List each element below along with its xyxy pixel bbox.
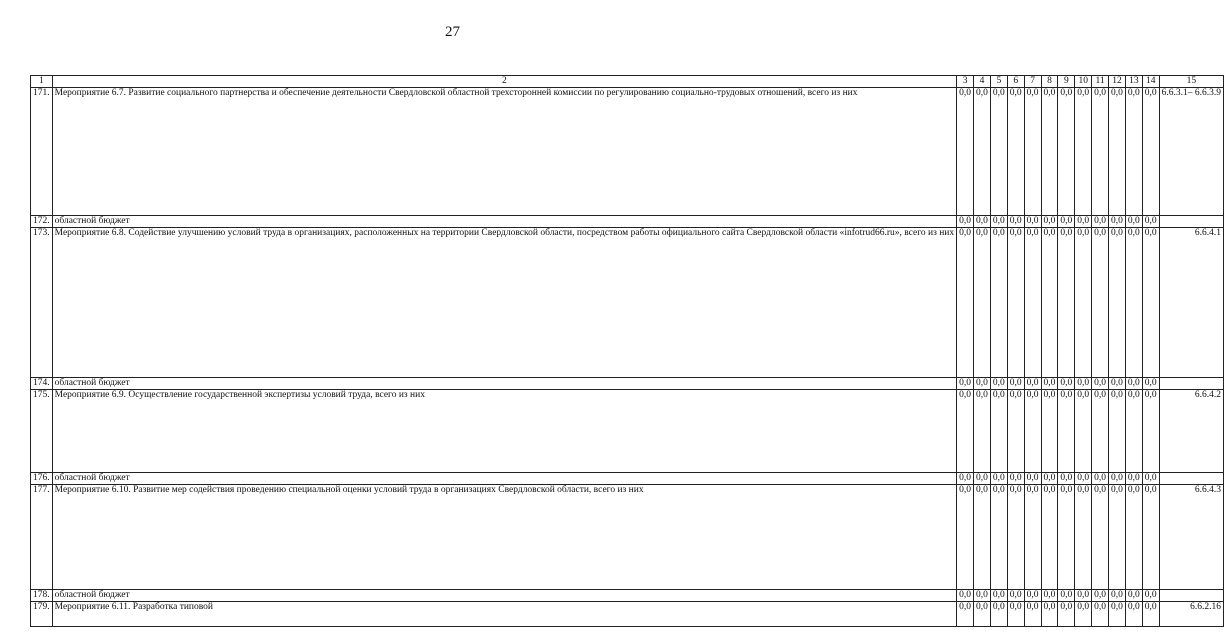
value-cell: 0,0 [1024, 602, 1041, 627]
target-code: 6.6.2.16 [1159, 602, 1223, 627]
value-cell: 0,0 [957, 378, 974, 390]
budget-row [31, 378, 1224, 390]
value-cell: 0,0 [1125, 473, 1142, 485]
value-cell: 0,0 [1058, 390, 1075, 473]
column-header: 14 [1142, 76, 1159, 88]
column-header: 1 [31, 76, 53, 88]
row-number: 176. [31, 473, 53, 485]
value-cell: 0,0 [957, 590, 974, 602]
row-number: 172. [31, 216, 53, 228]
column-header: 9 [1058, 76, 1075, 88]
row-description: Мероприятие 6.8. Содействие улучшению условий труда в организациях, расположенных на территории Свердловской области, посредством работы официального сайта Свердловской области «infotrud66.ru», всего из них [52, 228, 957, 378]
measure-row [31, 485, 1224, 590]
target-code [1159, 473, 1223, 485]
value-cell: 0,0 [957, 228, 974, 378]
value-cell: 0,0 [990, 88, 1007, 216]
value-cell: 0,0 [1007, 485, 1024, 590]
row-description: Мероприятие 6.11. Разработка типовой [52, 602, 957, 627]
value-cell: 0,0 [1007, 228, 1024, 378]
row-description: областной бюджет [52, 378, 957, 390]
row-description: областной бюджет [52, 216, 957, 228]
value-cell: 0,0 [1125, 590, 1142, 602]
value-cell: 0,0 [990, 378, 1007, 390]
value-cell: 0,0 [1109, 88, 1126, 216]
budget-row [31, 216, 1224, 228]
value-cell: 0,0 [1142, 390, 1159, 473]
value-cell: 0,0 [957, 390, 974, 473]
row-number: 177. [31, 485, 53, 590]
value-cell: 0,0 [974, 216, 991, 228]
value-cell: 0,0 [974, 378, 991, 390]
column-header: 8 [1041, 76, 1058, 88]
value-cell: 0,0 [1058, 485, 1075, 590]
column-header: 3 [957, 76, 974, 88]
column-header: 15 [1159, 76, 1223, 88]
column-header: 10 [1075, 76, 1092, 88]
measure-row [31, 88, 1224, 216]
value-cell: 0,0 [1041, 602, 1058, 627]
value-cell: 0,0 [1041, 390, 1058, 473]
value-cell: 0,0 [1109, 228, 1126, 378]
target-code: 6.6.4.3 [1159, 485, 1223, 590]
value-cell: 0,0 [1041, 485, 1058, 590]
value-cell: 0,0 [1125, 216, 1142, 228]
row-number: 173. [31, 228, 53, 378]
row-number: 178. [31, 590, 53, 602]
value-cell: 0,0 [974, 88, 991, 216]
row-description: Мероприятие 6.9. Осуществление государственной экспертизы условий труда, всего из них [52, 390, 957, 473]
value-cell: 0,0 [974, 473, 991, 485]
value-cell: 0,0 [1058, 602, 1075, 627]
value-cell: 0,0 [1125, 390, 1142, 473]
row-number: 175. [31, 390, 53, 473]
value-cell: 0,0 [1109, 378, 1126, 390]
value-cell: 0,0 [1142, 590, 1159, 602]
column-header: 12 [1109, 76, 1126, 88]
value-cell: 0,0 [1092, 228, 1109, 378]
measure-row [31, 602, 1224, 627]
value-cell: 0,0 [1142, 216, 1159, 228]
column-number-row [31, 76, 1224, 88]
value-cell: 0,0 [974, 485, 991, 590]
page-number: 27 [445, 24, 460, 40]
value-cell: 0,0 [1041, 473, 1058, 485]
value-cell: 0,0 [990, 473, 1007, 485]
value-cell: 0,0 [1075, 602, 1092, 627]
value-cell: 0,0 [990, 228, 1007, 378]
column-header: 11 [1092, 76, 1109, 88]
value-cell: 0,0 [1125, 602, 1142, 627]
value-cell: 0,0 [1125, 378, 1142, 390]
value-cell: 0,0 [1058, 473, 1075, 485]
table-body [31, 76, 1224, 627]
value-cell: 0,0 [1007, 390, 1024, 473]
value-cell: 0,0 [1075, 590, 1092, 602]
value-cell: 0,0 [1092, 88, 1109, 216]
value-cell: 0,0 [1075, 228, 1092, 378]
target-code: 6.6.4.2 [1159, 390, 1223, 473]
value-cell: 0,0 [957, 216, 974, 228]
value-cell: 0,0 [1075, 88, 1092, 216]
value-cell: 0,0 [1109, 473, 1126, 485]
value-cell: 0,0 [1142, 602, 1159, 627]
value-cell: 0,0 [1041, 216, 1058, 228]
value-cell: 0,0 [1058, 216, 1075, 228]
measure-row [31, 228, 1224, 378]
value-cell: 0,0 [1142, 228, 1159, 378]
value-cell: 0,0 [1092, 485, 1109, 590]
value-cell: 0,0 [974, 602, 991, 627]
value-cell: 0,0 [1024, 378, 1041, 390]
value-cell: 0,0 [990, 216, 1007, 228]
target-code [1159, 590, 1223, 602]
budget-table [30, 75, 1224, 627]
value-cell: 0,0 [1125, 88, 1142, 216]
value-cell: 0,0 [1058, 590, 1075, 602]
value-cell: 0,0 [1075, 473, 1092, 485]
row-description: Мероприятие 6.7. Развитие социального партнерства и обеспечение деятельности Свердловской областной трехсторонней комиссии по регулированию социально-трудовых отношений, всего из них [52, 88, 957, 216]
value-cell: 0,0 [990, 390, 1007, 473]
value-cell: 0,0 [1125, 228, 1142, 378]
value-cell: 0,0 [1142, 88, 1159, 216]
column-header: 6 [1007, 76, 1024, 88]
value-cell: 0,0 [1007, 378, 1024, 390]
row-description: областной бюджет [52, 590, 957, 602]
value-cell: 0,0 [1058, 88, 1075, 216]
row-description: областной бюджет [52, 473, 957, 485]
value-cell: 0,0 [957, 602, 974, 627]
value-cell: 0,0 [974, 590, 991, 602]
value-cell: 0,0 [1092, 473, 1109, 485]
value-cell: 0,0 [1024, 473, 1041, 485]
budget-row [31, 590, 1224, 602]
value-cell: 0,0 [1092, 216, 1109, 228]
measure-row [31, 390, 1224, 473]
value-cell: 0,0 [1092, 390, 1109, 473]
value-cell: 0,0 [1007, 473, 1024, 485]
value-cell: 0,0 [1109, 390, 1126, 473]
value-cell: 0,0 [1109, 602, 1126, 627]
value-cell: 0,0 [1058, 378, 1075, 390]
value-cell: 0,0 [1041, 88, 1058, 216]
value-cell: 0,0 [1092, 602, 1109, 627]
column-header: 7 [1024, 76, 1041, 88]
value-cell: 0,0 [1142, 473, 1159, 485]
value-cell: 0,0 [1024, 88, 1041, 216]
target-code [1159, 216, 1223, 228]
column-header: 4 [974, 76, 991, 88]
column-header: 2 [52, 76, 957, 88]
target-code [1159, 378, 1223, 390]
value-cell: 0,0 [1058, 228, 1075, 378]
value-cell: 0,0 [957, 473, 974, 485]
value-cell: 0,0 [990, 602, 1007, 627]
row-number: 174. [31, 378, 53, 390]
value-cell: 0,0 [1109, 485, 1126, 590]
value-cell: 0,0 [1142, 378, 1159, 390]
value-cell: 0,0 [1007, 216, 1024, 228]
value-cell: 0,0 [1075, 216, 1092, 228]
value-cell: 0,0 [1125, 485, 1142, 590]
value-cell: 0,0 [990, 590, 1007, 602]
value-cell: 0,0 [1024, 216, 1041, 228]
value-cell: 0,0 [974, 228, 991, 378]
value-cell: 0,0 [1092, 590, 1109, 602]
value-cell: 0,0 [974, 390, 991, 473]
value-cell: 0,0 [1075, 485, 1092, 590]
row-description: Мероприятие 6.10. Развитие мер содействия проведению специальной оценки условий труда в организациях Свердловской области, всего из них [52, 485, 957, 590]
column-header: 13 [1125, 76, 1142, 88]
row-number: 171. [31, 88, 53, 216]
value-cell: 0,0 [990, 485, 1007, 590]
row-number: 179. [31, 602, 53, 627]
value-cell: 0,0 [1007, 88, 1024, 216]
target-code: 6.6.4.1 [1159, 228, 1223, 378]
value-cell: 0,0 [957, 485, 974, 590]
value-cell: 0,0 [1041, 378, 1058, 390]
value-cell: 0,0 [1041, 228, 1058, 378]
value-cell: 0,0 [1075, 390, 1092, 473]
value-cell: 0,0 [1024, 390, 1041, 473]
value-cell: 0,0 [1007, 602, 1024, 627]
value-cell: 0,0 [1024, 485, 1041, 590]
column-header: 5 [990, 76, 1007, 88]
value-cell: 0,0 [1024, 590, 1041, 602]
value-cell: 0,0 [1024, 228, 1041, 378]
value-cell: 0,0 [1041, 590, 1058, 602]
value-cell: 0,0 [1092, 378, 1109, 390]
budget-row [31, 473, 1224, 485]
value-cell: 0,0 [1007, 590, 1024, 602]
value-cell: 0,0 [1109, 216, 1126, 228]
target-code: 6.6.3.1– 6.6.3.9 [1159, 88, 1223, 216]
value-cell: 0,0 [957, 88, 974, 216]
value-cell: 0,0 [1142, 485, 1159, 590]
value-cell: 0,0 [1075, 378, 1092, 390]
value-cell: 0,0 [1109, 590, 1126, 602]
